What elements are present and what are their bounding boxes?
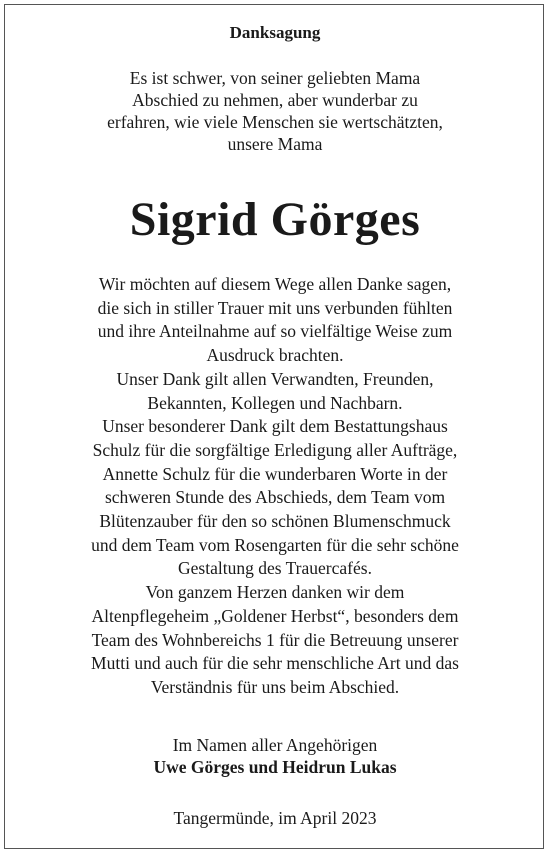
thanks-paragraph — [0, 273, 550, 700]
body-line: und ihre Anteilnahme auf so vielfältige Weise zum — [97, 321, 453, 342]
body-line: Von ganzem Herzen danken wir dem — [145, 582, 405, 603]
body-line: Team des Wohnbereichs 1 für die Betreuung unserer — [91, 629, 459, 650]
body-line: Altenpflegeheim „Goldener Herbst“, besonders dem — [91, 605, 459, 626]
body-line: schweren Stunde des Abschieds, dem Team vom — [104, 487, 446, 508]
signoff-names: Uwe Görges und Heidrun Lukas — [153, 757, 397, 777]
body-line: Unser besonderer Dank gilt dem Bestattungshaus — [102, 416, 448, 437]
intro-line: erfahren, wie viele Menschen sie wertschätzten, — [107, 112, 443, 132]
intro-line: unsere Mama — [227, 134, 323, 154]
signoff-line: Im Namen aller Angehörigen — [172, 735, 378, 755]
body-line: die sich in stiller Trauer mit uns verbunden fühlten — [97, 297, 453, 318]
intro-line: Abschied zu nehmen, aber wunderbar zu — [132, 90, 418, 110]
body-line: Mutti und auch für die sehr menschliche Art und das — [91, 653, 459, 674]
body-line: Unser Dank gilt allen Verwandten, Freunden, — [116, 368, 434, 389]
body-line: Blütenzauber für den so schönen Blumenschmuck — [99, 511, 451, 532]
body-line: und dem Team vom Rosengarten für die sehr schöne — [91, 534, 459, 555]
body-line: Gestaltung des Trauercafés. — [178, 558, 372, 579]
body-line: Verständnis für uns beim Abschied. — [150, 676, 400, 697]
body-line: Wir möchten auf diesem Wege allen Danke sagen, — [98, 274, 452, 294]
body-line: Bekannten, Kollegen und Nachbarn. — [147, 392, 403, 413]
signoff-block — [0, 734, 550, 778]
intro-paragraph — [0, 67, 550, 155]
place-and-date: Tangermünde, im April 2023 — [173, 808, 377, 828]
body-line: Annette Schulz für die wunderbaren Worte in der — [102, 463, 448, 484]
notice-heading: Danksagung — [229, 23, 321, 42]
deceased-name: Sigrid Görges — [129, 193, 421, 246]
intro-line: Es ist schwer, von seiner geliebten Mama — [129, 68, 421, 88]
body-line: Schulz für die sorgfältige Erledigung aller Aufträge, — [92, 439, 458, 460]
body-line: Ausdruck brachten. — [206, 345, 344, 366]
